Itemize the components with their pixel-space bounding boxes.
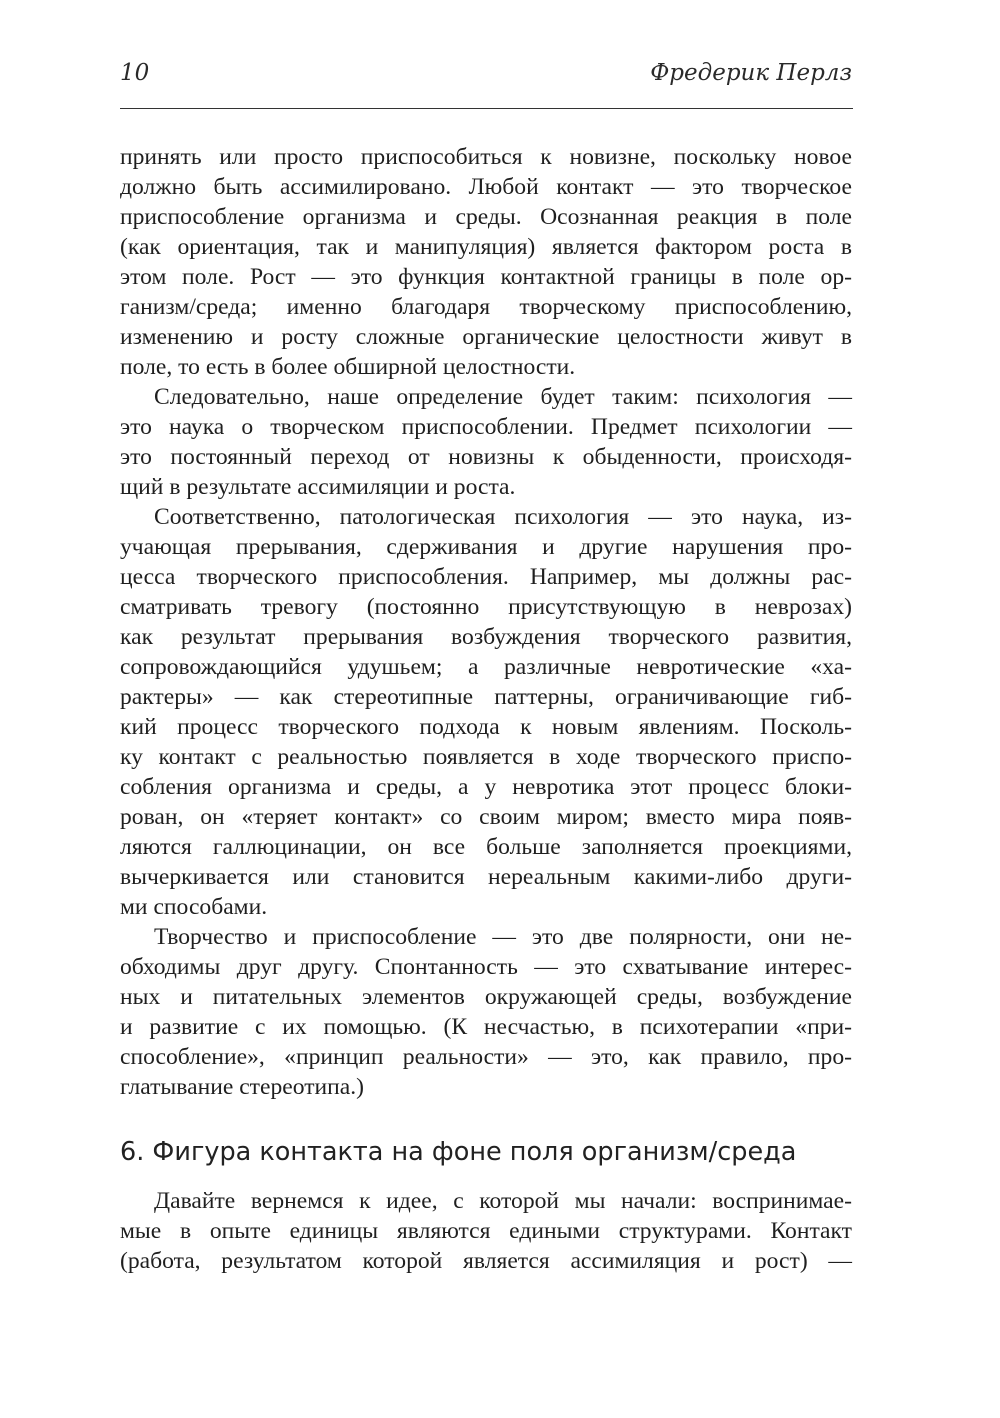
text-line: должно быть ассимилировано. Любой контакт — это творческое xyxy=(120,174,852,200)
running-head xyxy=(120,60,852,104)
text-line: ляются галлюцинации, он все больше заполняется проекциями, xyxy=(120,834,852,860)
text-line: и развитие с их помощью. (К несчастью, в психотерапии «при- xyxy=(120,1014,852,1040)
text-line: ганизм/среда; именно благодаря творческому приспособлению, xyxy=(120,294,852,320)
paragraph-3 xyxy=(120,502,852,922)
text-line: Творчество и приспособление — это две полярности, они не- xyxy=(154,924,852,950)
section-paragraph xyxy=(120,1186,852,1276)
text-line: щий в результате ассимиляции и роста. xyxy=(120,474,516,500)
text-line: сматривать тревогу (постоянно присутствующую в неврозах) xyxy=(120,594,852,620)
text-line: ных и питательных элементов окружающей среды, возбуждение xyxy=(120,984,852,1010)
text-line: изменению и росту сложные органические целостности живут в xyxy=(120,324,852,350)
text-line: глатывание стереотипа.) xyxy=(120,1074,365,1100)
paragraph-4 xyxy=(120,922,852,1102)
text-line: это постоянный переход от новизны к обыденности, происходя- xyxy=(120,444,852,470)
text-line: вычеркивается или становится нереальным какими-либо други- xyxy=(120,864,852,890)
text-line: кий процесс творческого подхода к новым явлениям. Посколь- xyxy=(120,714,852,740)
text-line: Соответственно, патологическая психология — это наука, из- xyxy=(154,504,852,530)
running-head-author: Фредерик Перлз xyxy=(650,60,852,86)
text-line: принять или просто приспособиться к новизне, поскольку новое xyxy=(120,144,852,170)
text-line: (как ориентация, так и манипуляция) является фактором роста в xyxy=(120,234,852,260)
text-line: (работа, результатом которой является ассимиляция и рост) — xyxy=(120,1248,852,1274)
text-line: ку контакт с реальностью появляется в ходе творческого приспо- xyxy=(120,744,852,770)
text-line: обходимы друг другу. Спонтанность — это схватывание интерес- xyxy=(120,954,852,980)
text-line: цесса творческого приспособления. Например, мы должны рас- xyxy=(120,564,852,590)
text-line: Следовательно, наше определение будет таким: психология — xyxy=(154,384,852,410)
text-line: это наука о творческом приспособлении. Предмет психологии — xyxy=(120,414,852,440)
text-line: учающая прерывания, сдерживания и другие нарушения про- xyxy=(120,534,852,560)
text-line: способление», «принцип реальности» — это, как правило, про- xyxy=(120,1044,852,1070)
page-number: 10 xyxy=(120,60,150,86)
paragraph-1 xyxy=(120,142,852,382)
text-line: ми способами. xyxy=(120,894,268,920)
text-line: приспособление организма и среды. Осознанная реакция в поле xyxy=(120,204,852,230)
text-line: сопровождающийся удушьем; а различные невротические «ха- xyxy=(120,654,852,680)
text-line: как результат прерывания возбуждения творческого развития, xyxy=(120,624,852,650)
paragraph-2 xyxy=(120,382,852,502)
header-rule xyxy=(120,108,853,109)
text-line: рактеры» — как стереотипные паттерны, ограничивающие гиб- xyxy=(120,684,852,710)
text-line: рован, он «теряет контакт» со своим миром; вместо мира появ- xyxy=(120,804,852,830)
text-line: мые в опыте единицы являются едиными структурами. Контакт xyxy=(120,1218,852,1244)
text-line: поле, то есть в более обширной целостности. xyxy=(120,354,576,380)
text-line: собления организма и среды, а у невротика этот процесс блоки- xyxy=(120,774,852,800)
section-heading: 6. Фигура контакта на фоне поля организм/среда xyxy=(120,1137,797,1167)
text-line: этом поле. Рост — это функция контактной границы в поле ор- xyxy=(120,264,852,290)
text-line: Давайте вернемся к идее, с которой мы начали: воспринимае- xyxy=(154,1188,852,1214)
